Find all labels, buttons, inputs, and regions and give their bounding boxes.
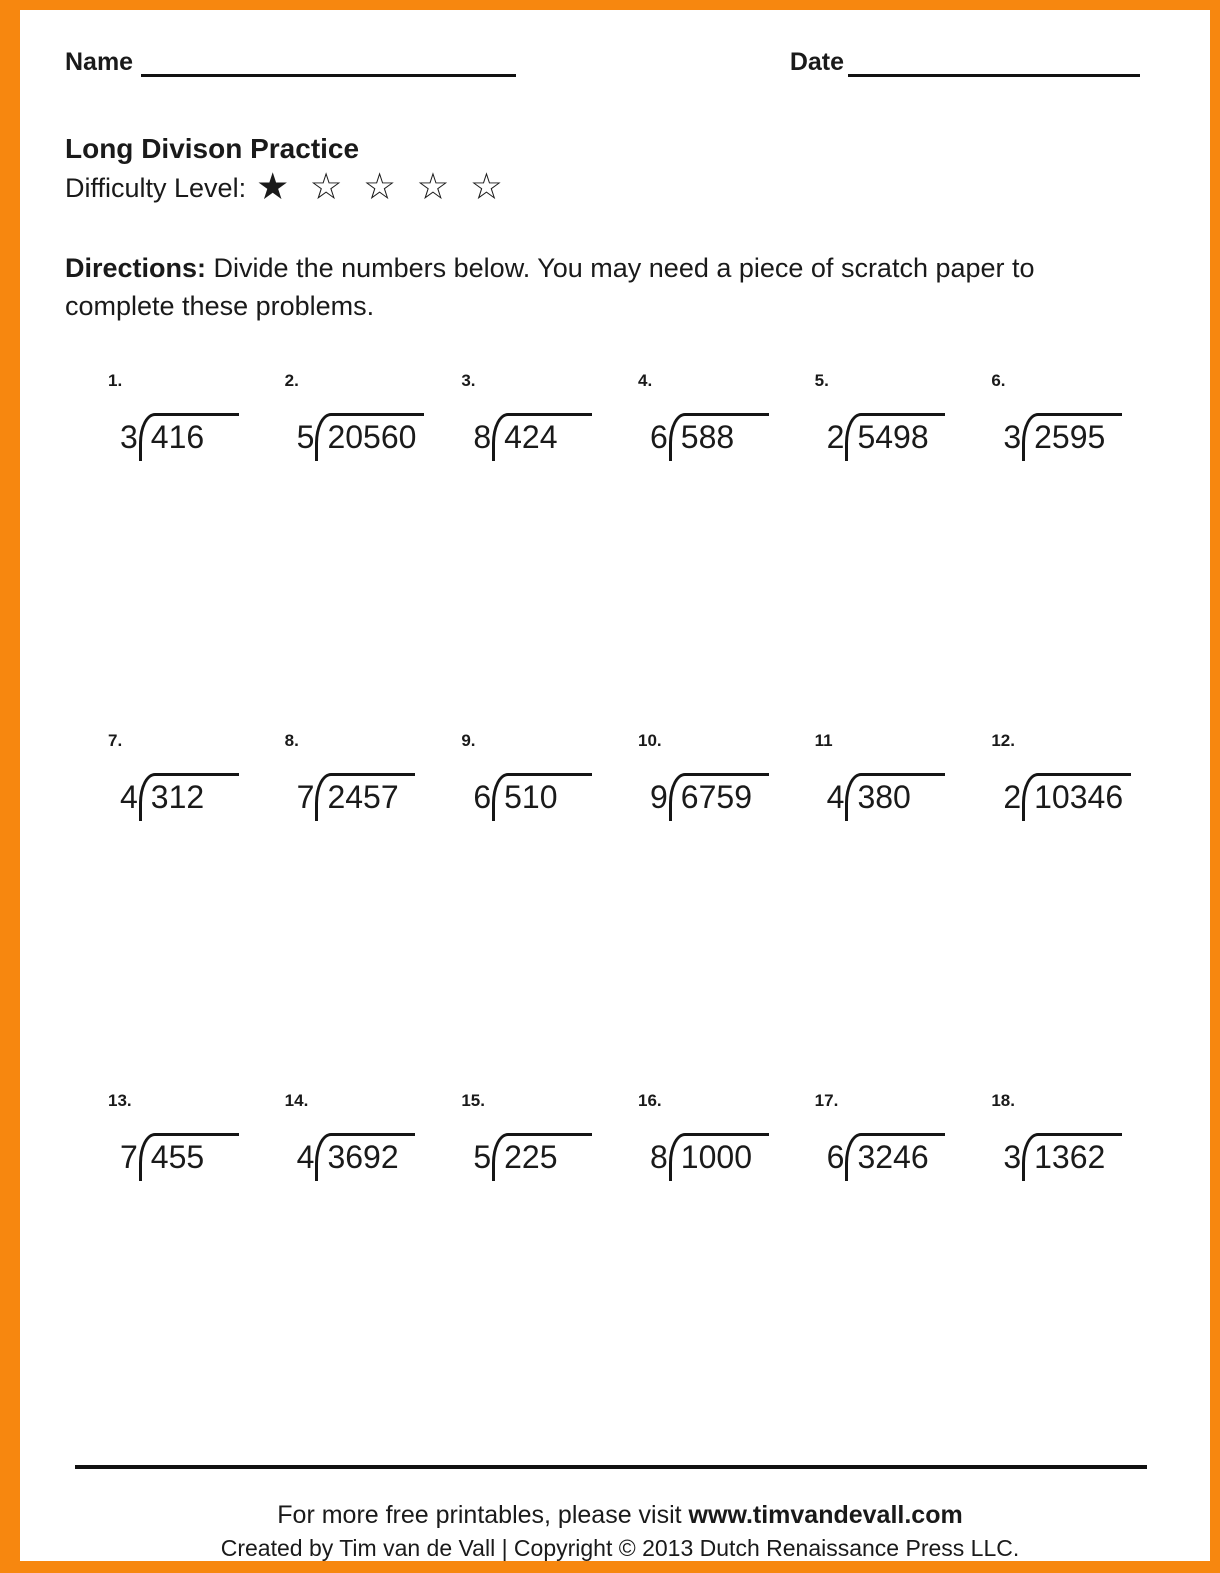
problem-number: 18.	[991, 1090, 1015, 1110]
divisor: 2	[826, 418, 845, 455]
page-title: Long Divison Practice	[65, 133, 360, 164]
directions-text-line2: complete these problems.	[65, 290, 375, 321]
division-problem	[297, 1133, 416, 1182]
name-field	[65, 50, 516, 77]
divisor: 7	[296, 778, 315, 815]
difficulty-label: Difficulty Level:	[65, 172, 247, 203]
problem-number: 15.	[461, 1090, 485, 1110]
footer-site-link[interactable]: www.timvandevall.com	[688, 1500, 963, 1529]
footer-visit-line	[65, 1501, 1175, 1530]
division-problem	[827, 1133, 946, 1182]
divisor: 5	[296, 418, 315, 455]
division-problem	[1003, 773, 1131, 822]
divisor: 8	[473, 418, 492, 455]
problem-cell-8	[285, 731, 462, 1091]
header-row	[65, 50, 1175, 77]
divisor: 4	[120, 778, 138, 815]
problem-number: 13.	[108, 1090, 132, 1110]
division-problem	[297, 773, 416, 822]
divisor: 8	[650, 1138, 668, 1175]
dividend: 5498	[845, 413, 945, 462]
divisor: 2	[1003, 778, 1022, 815]
problems-area	[65, 371, 1175, 1451]
worksheet-content	[20, 10, 1210, 1562]
division-problem	[827, 773, 946, 822]
problem-number: 10.	[638, 730, 662, 750]
dividend: 6759	[669, 773, 769, 822]
problem-number: 6.	[991, 370, 1006, 390]
divisor: 7	[120, 1138, 138, 1175]
footer-divider	[75, 1465, 1147, 1469]
division-problem	[297, 413, 425, 462]
problem-cell-9	[461, 731, 638, 1091]
dividend: 2457	[315, 773, 415, 822]
date-field	[790, 50, 1140, 77]
problem-cell-2	[285, 371, 462, 731]
title-block	[65, 132, 1175, 207]
dividend: 20560	[315, 413, 424, 462]
problem-number: 5.	[814, 370, 829, 390]
name-write-line	[141, 50, 516, 77]
divisor: 9	[650, 778, 668, 815]
problem-cell-10	[638, 731, 815, 1091]
problem-cell-18	[991, 1091, 1168, 1451]
problem-number: 14.	[284, 1090, 309, 1110]
division-problem	[1003, 413, 1122, 462]
problem-cell-7	[108, 731, 285, 1091]
problem-cell-3	[461, 371, 638, 731]
dividend: 424	[492, 413, 592, 462]
divisor: 3	[120, 418, 138, 455]
problem-cell-17	[815, 1091, 992, 1451]
footer-credit-line: Created by Tim van de Vall | Copyright © 2013 Dutch Renaissance Press LLC.	[220, 1534, 1020, 1561]
division-problem	[650, 413, 769, 462]
date-label: Date	[789, 48, 844, 76]
footer	[65, 1501, 1175, 1562]
problem-cell-13	[108, 1091, 285, 1451]
date-write-line	[848, 50, 1140, 77]
problem-number: 9.	[461, 730, 476, 750]
dividend: 416	[139, 413, 239, 462]
dividend: 1000	[669, 1133, 769, 1182]
dividend: 588	[669, 413, 769, 462]
division-problem	[473, 773, 592, 822]
star-rating-icon: ★ ☆ ☆ ☆ ☆	[256, 165, 509, 207]
dividend: 510	[492, 773, 592, 822]
problem-number: 1.	[108, 370, 123, 390]
problem-number: 16.	[638, 1090, 662, 1110]
division-problem	[120, 1133, 239, 1182]
division-problem	[827, 413, 946, 462]
problem-cell-6	[991, 371, 1168, 731]
directions	[65, 249, 1175, 325]
problem-cell-14	[285, 1091, 462, 1451]
problem-cell-4	[638, 371, 815, 731]
difficulty-row	[65, 165, 1175, 207]
problem-cell-5	[815, 371, 992, 731]
name-label: Name	[65, 48, 134, 76]
problem-number: 12.	[991, 730, 1015, 750]
division-problem	[650, 1133, 769, 1182]
problem-cell-11	[815, 731, 992, 1091]
problem-number: 8.	[284, 730, 299, 750]
footer-visit-text: For more free printables, please visit	[277, 1500, 689, 1529]
division-problem	[650, 773, 769, 822]
problems-row-2	[108, 731, 1168, 1091]
divisor: 6	[473, 778, 492, 815]
problem-number: 3.	[461, 370, 476, 390]
problem-number: 17.	[814, 1090, 839, 1110]
dividend: 455	[139, 1133, 239, 1182]
dividend: 2595	[1022, 413, 1122, 462]
directions-label: Directions:	[65, 252, 207, 283]
division-problem	[473, 1133, 592, 1182]
dividend: 225	[492, 1133, 592, 1182]
divisor: 4	[826, 778, 845, 815]
problem-cell-16	[638, 1091, 815, 1451]
directions-text-line1: Divide the numbers below. You may need a piece of scratch paper to	[206, 252, 1035, 283]
division-problem	[473, 413, 592, 462]
divisor: 3	[1003, 418, 1022, 455]
problem-cell-1	[108, 371, 285, 731]
problem-number: 11	[814, 730, 833, 750]
divisor: 6	[826, 1138, 845, 1175]
divisor: 3	[1003, 1138, 1022, 1175]
dividend: 10346	[1022, 773, 1131, 822]
problem-cell-12	[991, 731, 1168, 1091]
division-problem	[1003, 1133, 1122, 1182]
divisor: 5	[473, 1138, 492, 1175]
dividend: 3692	[315, 1133, 415, 1182]
division-problem	[120, 413, 239, 462]
dividend: 312	[139, 773, 239, 822]
problems-row-1	[108, 371, 1168, 731]
divisor: 6	[650, 418, 668, 455]
problem-cell-15	[461, 1091, 638, 1451]
dividend: 380	[845, 773, 945, 822]
problems-row-3	[108, 1091, 1168, 1451]
problem-number: 7.	[108, 730, 123, 750]
divisor: 4	[296, 1138, 315, 1175]
problem-number: 4.	[638, 370, 653, 390]
dividend: 3246	[845, 1133, 945, 1182]
problem-number: 2.	[284, 370, 299, 390]
division-problem	[120, 773, 239, 822]
dividend: 1362	[1022, 1133, 1122, 1182]
